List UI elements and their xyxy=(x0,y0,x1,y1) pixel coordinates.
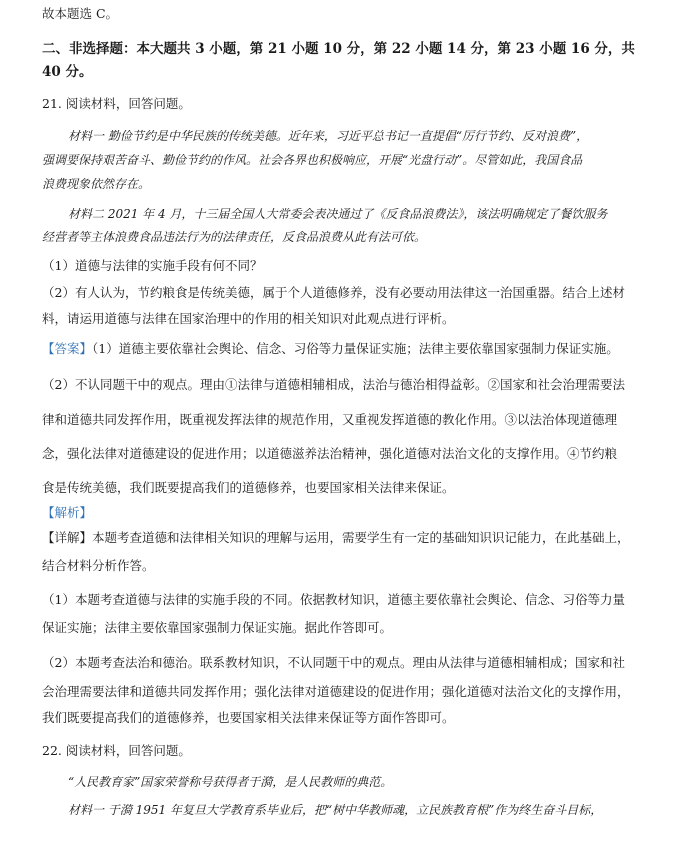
question-21-title: 21. 阅读材料，回答问题。 xyxy=(42,96,191,111)
answer-2-cont: 念，强化法律对道德建设的促进作用；以道德滋养法治精神，强化道德对法治文化的支撑作用。④节约粮 xyxy=(42,446,618,461)
detail-1: （1）本题考查道德与法律的实施手段的不同。依据教材知识，道德主要依靠社会舆论、信念、习俗等力量 xyxy=(42,592,625,607)
sub-question-2: （2）有人认为，节约粮食是传统美德，属于个人道德修养，没有必要动用法律这一治国重器。结合上述材 xyxy=(42,285,625,300)
material-one: 材料一 勤俭节约是中华民族的传统美德。近年来，习近平总书记一直提倡“厉行节约、反对浪费”， xyxy=(68,129,589,143)
detail-2-cont: 我们既要提高我们的道德修养，也要国家相关法律来保证等方面作答即可。 xyxy=(42,710,455,725)
material-one-q22: 材料一 于漪 1951 年复旦大学教育系毕业后，把“树中华教师魂，立民族教育根”作为终生奋斗目标， xyxy=(68,803,603,817)
text-line: 故本题选 C。 xyxy=(42,6,119,21)
material-one-cont: 强调要保持艰苦奋斗、勤俭节约的作风。社会各界也积极响应，开展“光盘行动”。尽管如此，我国食品 xyxy=(42,153,583,167)
sub-question-1: （1）道德与法律的实施手段有何不同？ xyxy=(42,258,263,273)
detail-line-cont: 结合材料分析作答。 xyxy=(42,558,155,573)
material-two: 材料二 2021 年 4 月，十三届全国人大常委会表决通过了《反食品浪费法》，该法明确规定了餐饮服务 xyxy=(68,207,608,221)
material-one-cont: 浪费现象依然存在。 xyxy=(42,177,151,191)
analysis-tag: 【解析】 xyxy=(42,505,93,520)
intro-line: “人民教育家”国家荣誉称号获得者于漪，是人民教师的典范。 xyxy=(68,775,393,789)
section-heading: 二、非选择题：本大题共 3 小题，第 21 小题 10 分，第 22 小题 14 分，第 23 小题 16 分，共 xyxy=(42,41,635,57)
answer-text: （1）道德主要依靠社会舆论、信念、习俗等力量保证实施；法律主要依靠国家强制力保证实施。 xyxy=(92,341,619,356)
answer-2: （2）不认同题干中的观点。理由①法律与道德相辅相成，法治与德治相得益彰。②国家和社会治理需要法 xyxy=(42,377,625,392)
answer-line xyxy=(42,341,637,357)
section-heading-cont: 40 分。 xyxy=(42,64,93,80)
question-22-title: 22. 阅读材料，回答问题。 xyxy=(42,743,191,758)
answer-2-cont: 食是传统美德，我们既要提高我们的道德修养，也要国家相关法律来保证。 xyxy=(42,480,455,495)
analysis-line xyxy=(42,505,637,521)
answer-tag: 【答案】 xyxy=(42,341,93,356)
detail-1-cont: 保证实施；法律主要依靠国家强制力保证实施。据此作答即可。 xyxy=(42,620,393,635)
detail-line: 【详解】本题考查道德和法律相关知识的理解与运用，需要学生有一定的基础知识识记能力，在此基础上， xyxy=(42,530,630,545)
sub-question-2-cont: 料，请运用道德与法律在国家治理中的作用的相关知识对此观点进行评析。 xyxy=(42,311,455,326)
detail-2: （2）本题考查法治和德治。联系教材知识，不认同题干中的观点。理由从法律与道德相辅相成；国家和社 xyxy=(42,655,625,670)
detail-2-cont: 会治理需要法律和道德共同发挥作用；强化法律对道德建设的促进作用；强化道德对法治文化的支撑作用， xyxy=(42,684,630,699)
material-two-cont: 经营者等主体浪费食品违法行为的法律责任，反食品浪费从此有法可依。 xyxy=(42,230,427,244)
answer-2-cont: 律和道德共同发挥作用，既重视发挥法律的规范作用，又重视发挥道德的教化作用。③以法治体现道德理 xyxy=(42,412,618,427)
